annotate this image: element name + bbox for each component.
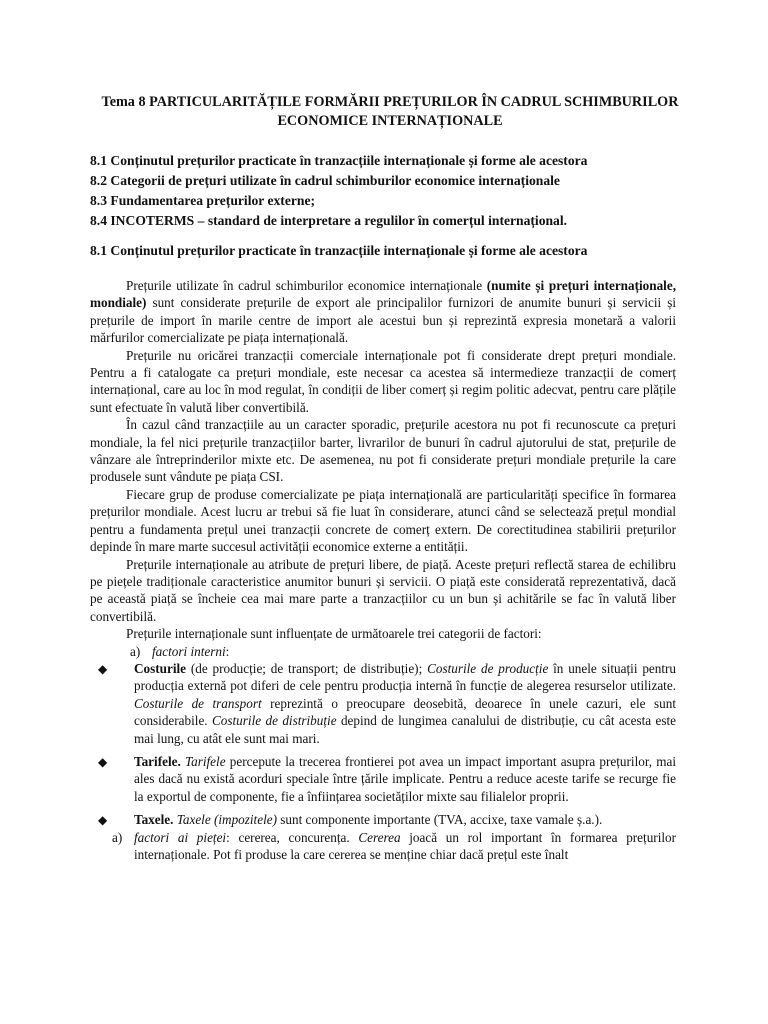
title-line-2: ECONOMICE INTERNAȚIONALE [277,113,503,129]
paragraph: În cazul când tranzacțiile au un caracter sporadic, prețurile acestora nu pot fi recunoscute ca prețuri mondiale, la fel nici prețurile tranzacțiilor barter, livrarilor de bunuri în cadrul ajutorului de stat, prețurile de vânzare ale întreprinderilor mixte etc. De asemenea, nu pot fi considerate prețuri mondiale prețurile la care produsele sunt vândute pe piața CSI. [90,417,676,485]
toc-item: 8.3 Fundamentarea prețurilor externe; [90,193,316,208]
bullet-item-taxes: ◆ Taxele. Taxele (impozitele) sunt componente importante (TVA, accixe, taxe vamale ș.a.). [98,812,603,828]
document-title [90,93,690,131]
paragraph: Prețurile utilizate în cadrul schimburilor economice internaționale (numite și prețuri internaționale, mondiale) sunt considerate prețurile de export ale principalilor furnizori de anumite bunuri și servicii și prețurile de import în marile centre de import ale acestui bun și reprezintă expresia monetară a valorii mărfurilor comercializate pe piața internațională. [90,278,676,346]
paragraph: Prețurile internaționale au atribute de prețuri libere, de piață. Aceste prețuri reflectă starea de echilibru pe piețele tradiționale caracteristice anumitor bunuri și servicii. O piață este considerată reprezentativă, dacă pe această piață se încheie cea mai mare parte a tranzacțiilor cu un bun și achitările se fac în valută liber convertibilă. [90,556,676,624]
document-body [90,277,676,863]
diamond-icon: ◆ [98,754,108,769]
list-marker: a) [112,829,123,845]
diamond-icon: ◆ [98,661,108,676]
paragraph: Prețurile nu oricărei tranzacții comerciale internaționale pot fi considerate drept prețuri mondiale. Pentru a fi catalogate ca prețuri mondiale, este necesar ca acestea să intermedieze tranzacții de comerț internațional, care au loc în mod regulat, în condiții de liber comerț și regim politic adecvat, pentru care plățile sunt efectuate în valută liber convertibilă. [90,347,676,415]
toc-item: 8.2 Categorii de prețuri utilizate în cadrul schimburilor economice internaționale [90,173,560,188]
bullet-item-costs: ◆ Costurile (de producție; de transport; de distribuție); Costurile de producție în unele situații pentru producția externă pot diferi de cele pentru producția internă în funcție de alegerea resurselor utilizate. Costurile de transport reprezintă o preocupare deosebită, deoarece în unele cazuri, ele sunt considerabile. Costurile de distribuție depind de lungimea canalului de distribuție, cu cât acesta este mai lung, cu atât ele sunt mai mari. [98,660,677,746]
bullet-item-tariffs: ◆ Tarifele. Tarifele percepute la trecerea frontierei pot avea un impact important asupra prețurilor, mai ales dacă nu există acorduri speciale între țările implicate. Pentru a reduce aceste tarife se recurge fie la exportul de componente, fie a înființarea societăților mixte sau filialelor proprii. [98,753,677,804]
paragraph: Prețurile internaționale sunt influențate de următoarele trei categorii de factori: [126,626,542,642]
list-marker: a) [130,643,141,659]
toc-item: 8.1 Conținutul prețurilor practicate în tranzacțiile internaționale și forme ale acestora [90,153,588,168]
list-item-internal-factors: a) factori interni: [130,643,230,659]
diamond-icon: ◆ [98,813,108,828]
toc-item: 8.4 INCOTERMS – standard de interpretare a regulilor în comerțul internațional. [90,213,568,228]
paragraph: Fiecare grup de produse comercializate pe piața internațională are particularități specifice în formarea prețurilor mondiale. Acest lucru ar trebui să fie luat în considerare, atunci când se selectează prețul mondial pentru a fundamenta prețul unei tranzacții concrete de comerț extern. De corectitudinea stabilirii prețurilor depinde în mare marte succesul activității economice externe a entității. [90,486,676,555]
table-of-contents [90,151,700,231]
title-line-1: Tema 8 PARTICULARITĂȚILE FORMĂRII PREȚURILOR ÎN CADRUL SCHIMBURILOR [101,94,679,110]
bold-term: (numite și prețuri internaționale, mondiale) [90,278,676,311]
section-heading: 8.1 Conținutul prețurilor practicate în tranzacțiile internaționale și forme ale acestora [90,243,588,258]
list-item-market-factors: a) factori ai pieței: cererea, concurența. Cererea joacă un rol important în formarea prețurilor internaționale. Pot fi produse la care cererea se menține chiar dacă prețul este înalt [112,829,677,862]
